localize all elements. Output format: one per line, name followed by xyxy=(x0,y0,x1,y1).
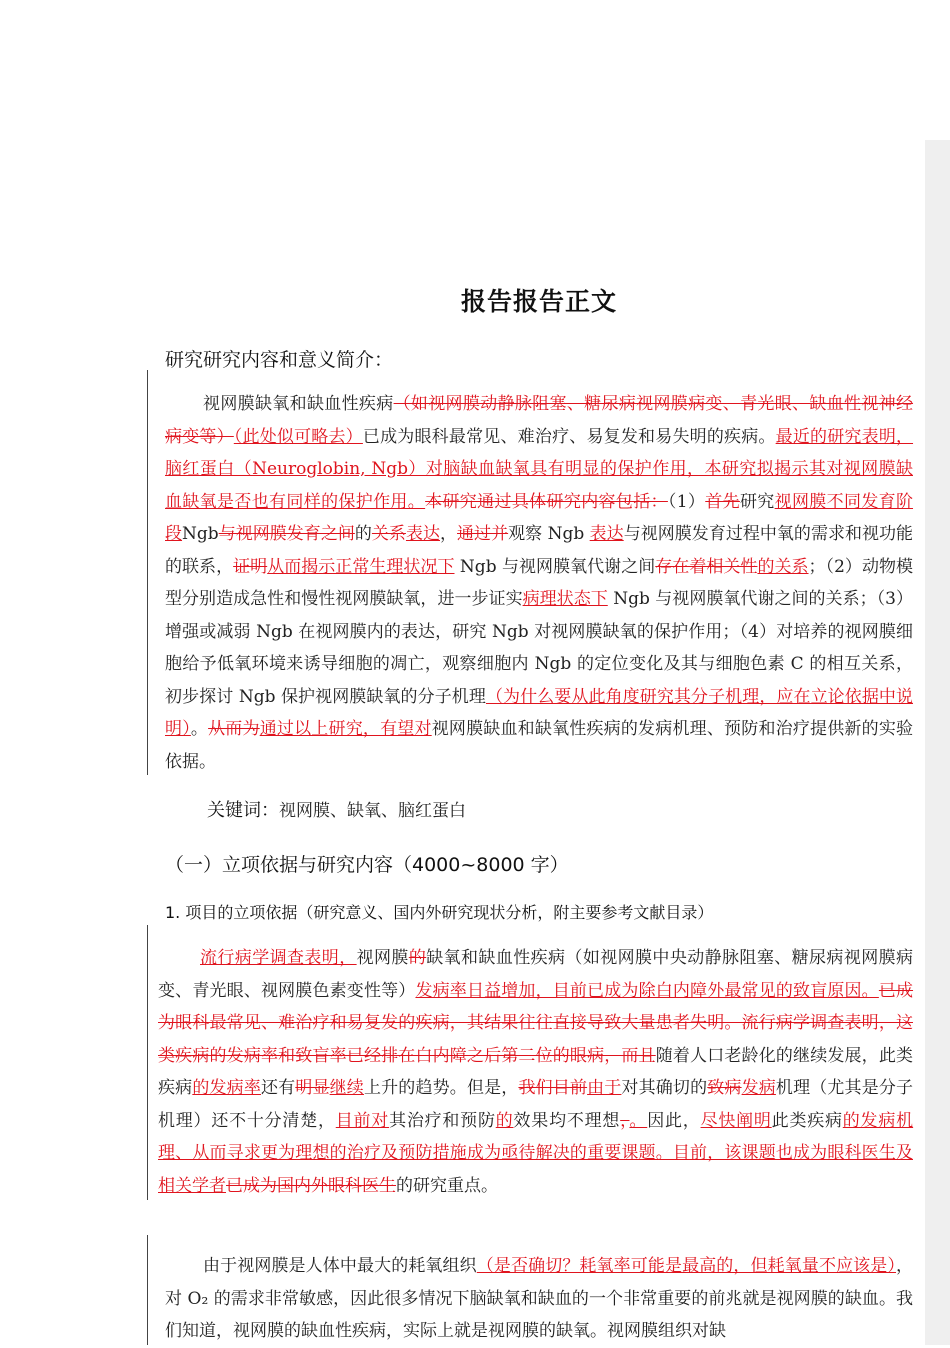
inserted-text: 。 xyxy=(629,1110,648,1131)
body-text: Ngb xyxy=(182,524,219,544)
inserted-text: 发病 xyxy=(741,1078,776,1098)
deleted-text: 已成为国内外眼科医生 xyxy=(226,1175,396,1196)
body-text: 已成为眼科最常见、难治疗、易复发和易失明的疾病。 xyxy=(362,426,776,447)
inserted-text: 通过以上研究，有望对 xyxy=(259,719,432,739)
body-text: 机理（尤其是分子机理）还不十分清楚， xyxy=(158,1078,914,1131)
scrollbar-gutter xyxy=(925,140,950,1345)
inserted-text: 的发病率 xyxy=(192,1078,261,1098)
inserted-text: 由于 xyxy=(587,1078,622,1098)
inserted-text: 病理状态下 xyxy=(522,589,608,609)
body-text: 视网膜缺血和缺氧性疾病的发病机理、预防和治疗提供新的实验依据。 xyxy=(165,719,914,772)
body-text: 由于视网膜是人体中最大的耗氧组织 xyxy=(203,1256,477,1276)
paragraph-basis xyxy=(158,942,913,1202)
inserted-text: 流行病学调查表明， xyxy=(200,948,357,968)
deleted-text: 从而为 xyxy=(208,719,260,739)
body-text: 的研究重点。 xyxy=(396,1175,498,1196)
inserted-text: 视网膜不同发育阶段 xyxy=(165,491,914,544)
body-text: （1） xyxy=(667,491,706,512)
deleted-text: 我们目前 xyxy=(518,1078,588,1098)
body-text: ，对 O₂ 的需求非常敏感，因此很多情况下脑缺氧和缺血的一个非常重要的前兆就是视网膜的缺血。我们知道，视网膜的缺血性疾病，实际上就是视网膜的缺氧。视网膜组织对缺 xyxy=(165,1256,914,1341)
body-text: Ngb 与视网膜氧代谢之间 xyxy=(454,556,656,577)
body-text: 还有 xyxy=(260,1078,296,1098)
body-text: Ngb 与视网膜氧代谢之间的关系；（3）增强或减弱 Ngb 在视网膜内的表达，研究 Ngb 对视网膜缺氧的保护作用；（4）对培养的视网膜细胞给予低氧环境来诱导细胞的凋亡，观察细胞内 Ngb 的定位变化及其与细胞色素 C 的相互关系，初步探讨 Ngb 保护视网膜缺氧的分子机理 xyxy=(165,589,914,707)
deleted-text: 关系 xyxy=(371,524,406,544)
inserted-text: （此处似可略去） xyxy=(233,426,363,447)
inserted-text: 的发病机理、从而寻求更为理想的治疗及预防措施成为亟待解决的重要课题。目前，该课题也成为眼科医生及相关学者 xyxy=(158,1110,914,1196)
deleted-text: 首先 xyxy=(705,491,740,512)
document-title: 报告报告正文 xyxy=(460,287,617,316)
change-bar xyxy=(147,370,148,775)
body-text: 因此， xyxy=(647,1110,701,1131)
inserted-text: 表达 xyxy=(405,524,440,544)
deleted-text: 证明 xyxy=(233,556,268,577)
body-text: 研究 xyxy=(739,491,775,512)
inserted-text: （是否确切？耗氧率可能是最高的，但耗氧量不应该是） xyxy=(476,1256,897,1276)
deleted-text: 的 xyxy=(408,948,427,968)
inserted-text: 继续 xyxy=(329,1078,364,1098)
body-text: 的 xyxy=(354,524,372,544)
body-text: 与视网膜发育过程中氧的需求和视功能的联系， xyxy=(165,524,914,577)
keywords xyxy=(207,796,466,822)
keywords-label: 关键词： xyxy=(207,800,279,821)
inserted-text: 的关系 xyxy=(757,556,809,577)
deleted-text: ， xyxy=(620,1110,630,1131)
inserted-text: 从而揭示正常生理状况下 xyxy=(267,556,455,577)
change-bar xyxy=(147,925,148,1200)
body-text: 视网膜 xyxy=(356,948,409,968)
body-text: 效果均不理想 xyxy=(513,1110,621,1131)
deleted-text: 已成为眼科最常见、难治疗和易复发的疾病，其结果往往直接导致大量患者失明。流行病学调查表明，这类疾病的发病率和致盲率已经排在白内障之后第二位的眼病，而且 xyxy=(158,980,914,1066)
inserted-text: 目前对 xyxy=(335,1110,390,1131)
subsection-heading: 1. 项目的立项依据（研究意义、国内外研究现状分析，附主要参考文献目录） xyxy=(165,903,714,922)
inserted-text: 发病率日益增加，目前已成为除白内障外最常见的致盲原因。 xyxy=(415,980,879,1001)
change-bar xyxy=(147,1235,148,1345)
inserted-text: 最近的研究表明，脑红蛋白（Neuroglobin, Ngb）对脑缺血缺氧具有明显的保护作用，本研究拟揭示其对视网膜缺血缺氧是否也有同样的保护作用。 xyxy=(165,426,914,512)
deleted-text: 致病 xyxy=(707,1078,742,1098)
deleted-text: 明显 xyxy=(295,1078,330,1098)
deleted-text: 通过并 xyxy=(457,524,509,544)
body-text: 视网膜缺氧和缺血性疾病 xyxy=(203,394,394,414)
inserted-text: （为什么要从此角度研究其分子机理，应在立论依据中说明） xyxy=(165,686,913,739)
section-heading-summary: 研究研究内容和意义简介： xyxy=(165,349,394,371)
body-text: 观察 Ngb xyxy=(508,524,590,544)
deleted-text: 存在着相关性 xyxy=(655,556,758,577)
deleted-text: 与视网膜发育之间 xyxy=(218,524,355,544)
body-text: 对其确切的 xyxy=(621,1078,708,1098)
inserted-text: 表达 xyxy=(589,524,624,544)
body-text: 缺氧和缺血性疾病（如视网膜中央动静脉阻塞、糖尿病视网膜病变、青光眼、视网膜色素变性等） xyxy=(158,948,914,1001)
body-text: ， xyxy=(440,524,458,544)
inserted-text: 的 xyxy=(495,1110,514,1131)
inserted-text: 尽快阐明 xyxy=(700,1110,772,1131)
keywords-value: 视网膜、缺氧、脑红蛋白 xyxy=(279,801,466,821)
paragraph-summary xyxy=(165,388,913,778)
body-text: 上升的趋势。但是， xyxy=(363,1078,519,1098)
deleted-text: 本研究通过具体研究内容包括： xyxy=(425,491,668,512)
paragraph-oxygen xyxy=(165,1250,913,1348)
deleted-text: （如视网膜动静脉阻塞、糖尿病视网膜病变、青光眼、缺血性视神经病变等） xyxy=(165,394,914,447)
body-text: 。 xyxy=(190,719,209,739)
body-text: 随着人口老龄化的继续发展，此类疾病 xyxy=(158,1045,914,1098)
body-text: ；（2）动物模型分别造成急性和慢性视网膜缺氧，进一步证实 xyxy=(165,556,914,609)
body-text: 其治疗和预防 xyxy=(389,1110,496,1131)
body-text: 此类疾病 xyxy=(771,1110,843,1131)
section-heading-basis: （一）立项依据与研究内容（4000~8000 字） xyxy=(165,854,569,876)
